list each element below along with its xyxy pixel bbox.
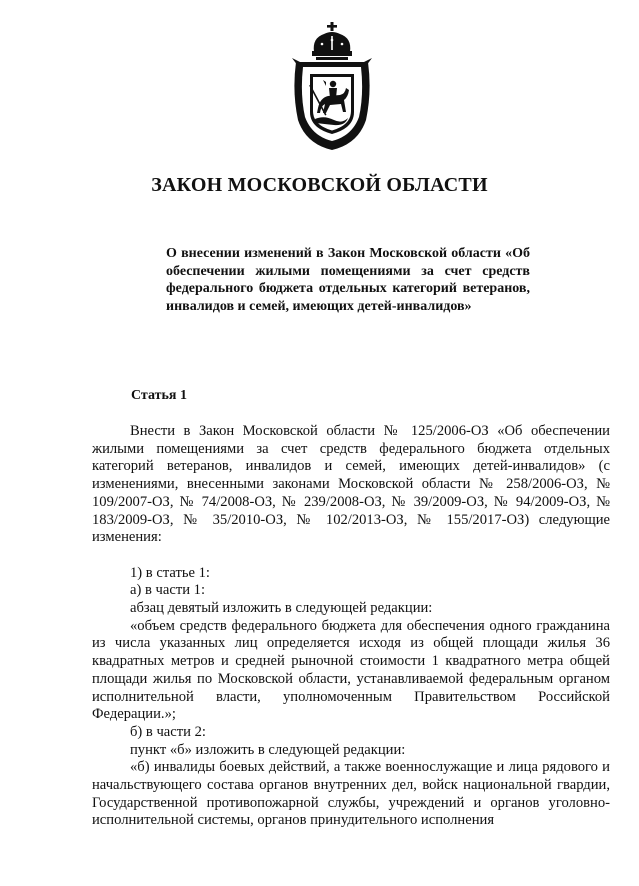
article-body — [92, 423, 610, 830]
list-item: б) в части 2: — [130, 723, 206, 740]
moscow-oblast-coat-of-arms-icon — [290, 22, 374, 152]
list-item: а) в части 1: — [130, 582, 206, 599]
intro-paragraph: Внести в Закон Московской области № 125/2006-ОЗ «Об обеспечении жилыми помещениями за счет средств федерального бюджета отдельных категорий ветеранов, инвалидов и семей, имеющих детей-инвалидов» (с изменениями, внесенными законами Московской области № 258/2006-ОЗ, № 109/2007-ОЗ, № 74/2008-ОЗ, № 239/2008-ОЗ, № 39/2009-ОЗ, № 94/2009-ОЗ, № 183/2009-ОЗ, № 35/2010-ОЗ, № 102/2013-ОЗ, № 155/2017-ОЗ) следующие изменения: — [92, 423, 610, 546]
article-heading: Статья 1 — [131, 388, 187, 403]
paragraph-gap — [92, 547, 610, 565]
law-subject: О внесении изменений в Закон Московской области «Об обеспечении жилыми помещениями за счет средств федерального бюджета отдельных категорий ветеранов, инвалидов и семей, имеющих детей-инвалидов» — [166, 246, 530, 314]
quote-paragraph: «объем средств федерального бюджета для обеспечения одного гражданина из числа указанных лиц определяется исходя из общей площади жилья 36 квадратных метров и средней рыночной стоимости 1 квадратного метра общей площади жилья по Московской области, устанавливаемой федеральным органом исполнительной власти, уполномоченным Правительством Российской Федерации.»; — [92, 617, 610, 723]
list-item: 1) в статье 1: — [130, 564, 210, 581]
final-paragraph: «б) инвалиды боевых действий, а также военнослужащие и лица рядового и начальствующего состава органов внутренних дел, войск национальной гвардии, Государственной противопожарной службы, учреждений и органов уголовно-исполнительной системы, органов принудительного исполнения — [92, 759, 610, 829]
list-item: пункт «б» изложить в следующей редакции: — [130, 741, 406, 758]
law-title: ЗАКОН МОСКОВСКОЙ ОБЛАСТИ — [151, 174, 488, 196]
list-item: абзац девятый изложить в следующей редакции: — [130, 600, 433, 617]
